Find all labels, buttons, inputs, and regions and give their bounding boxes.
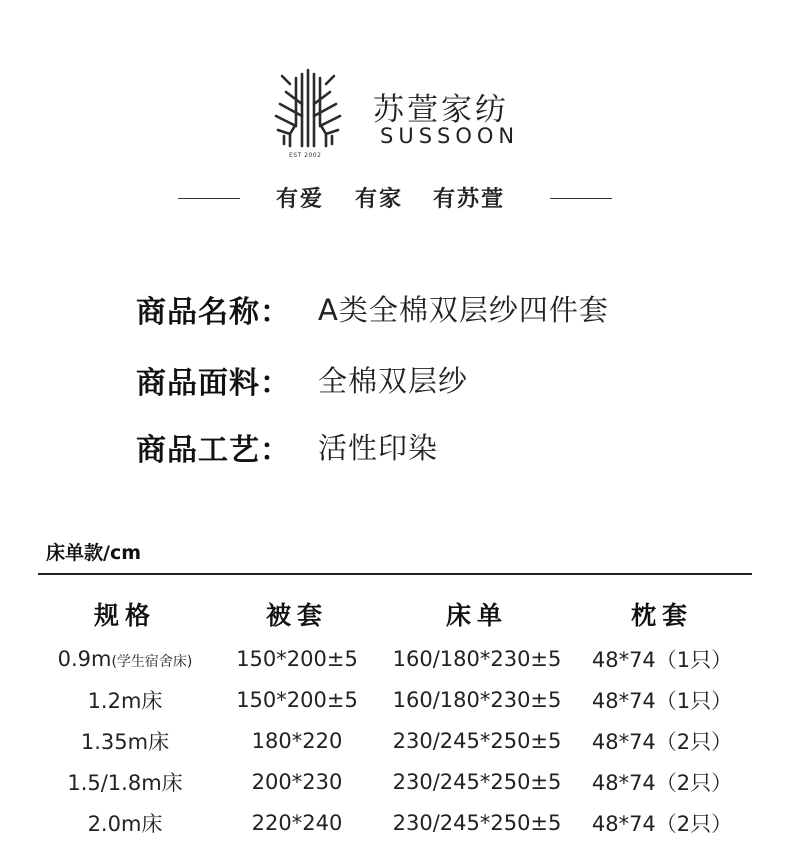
slogan-2: 有家: [355, 187, 404, 212]
brand-est: EST 2002: [289, 152, 322, 159]
brand-name-en: SUSSOON: [380, 124, 520, 148]
slogan-row: [0, 182, 790, 216]
spec-cell: 2.0m床: [87, 811, 163, 836]
table-row: [38, 761, 752, 802]
tree-icon: [268, 64, 348, 154]
sheet-cell: 230/245*250±5: [392, 810, 562, 835]
sheet-cell: 230/245*250±5: [392, 728, 562, 753]
sheet-cell: 230/245*250±5: [392, 769, 562, 794]
pillow-cell: 48*74（1只）: [591, 647, 733, 672]
table-row: [38, 679, 752, 720]
size-table-header-row: [38, 590, 752, 638]
pillow-cell: 48*74（2只）: [591, 729, 733, 754]
spec-cell: 1.5/1.8m床: [67, 770, 183, 795]
pillow-cell: 48*74（2只）: [591, 770, 733, 795]
slogan-3: 有苏萱: [433, 187, 506, 212]
size-table: [38, 590, 752, 843]
duvet-cell: 220*240: [251, 810, 343, 835]
spec-cell: 1.2m床: [87, 688, 163, 713]
size-table-divider: [38, 573, 752, 575]
spec-cell: 1.35m床: [80, 729, 170, 754]
slogan-divider-right: [550, 198, 612, 199]
duvet-cell: 150*200±5: [236, 687, 358, 712]
product-name-value: A类全棉双层纱四件套: [318, 293, 609, 327]
brand-name-cn: 苏萱家纺: [373, 92, 509, 128]
duvet-cell: 200*230: [251, 769, 343, 794]
slogan-divider-left: [178, 198, 240, 199]
product-fabric-value: 全棉双层纱: [318, 364, 469, 398]
table-row: [38, 802, 752, 843]
product-craft-label: 商品工艺：: [136, 433, 291, 468]
product-fabric-label: 商品面料：: [136, 366, 291, 401]
spec-note: (学生宿舍床): [111, 653, 193, 670]
header-sheet: 床单: [445, 601, 508, 630]
table-row: [38, 638, 752, 679]
product-craft-value: 活性印染: [318, 431, 439, 465]
duvet-cell: 180*220: [251, 728, 343, 753]
slogan-1: 有爱: [276, 187, 325, 212]
size-table-caption: 床单款/cm: [46, 542, 142, 564]
header-spec: 规格: [93, 601, 156, 630]
header-pillow: 枕套: [630, 601, 693, 630]
spec-value: 0.9m: [57, 646, 112, 671]
sheet-cell: 160/180*230±5: [392, 687, 562, 712]
table-row: [38, 720, 752, 761]
product-name-label: 商品名称：: [136, 295, 291, 330]
pillow-cell: 48*74（2只）: [591, 811, 733, 836]
spec-cell: [38, 638, 212, 679]
duvet-cell: 150*200±5: [236, 646, 358, 671]
header-duvet: 被套: [265, 601, 328, 630]
sheet-cell: 160/180*230±5: [392, 646, 562, 671]
brand-logo: [268, 64, 528, 164]
pillow-cell: 48*74（1只）: [591, 688, 733, 713]
